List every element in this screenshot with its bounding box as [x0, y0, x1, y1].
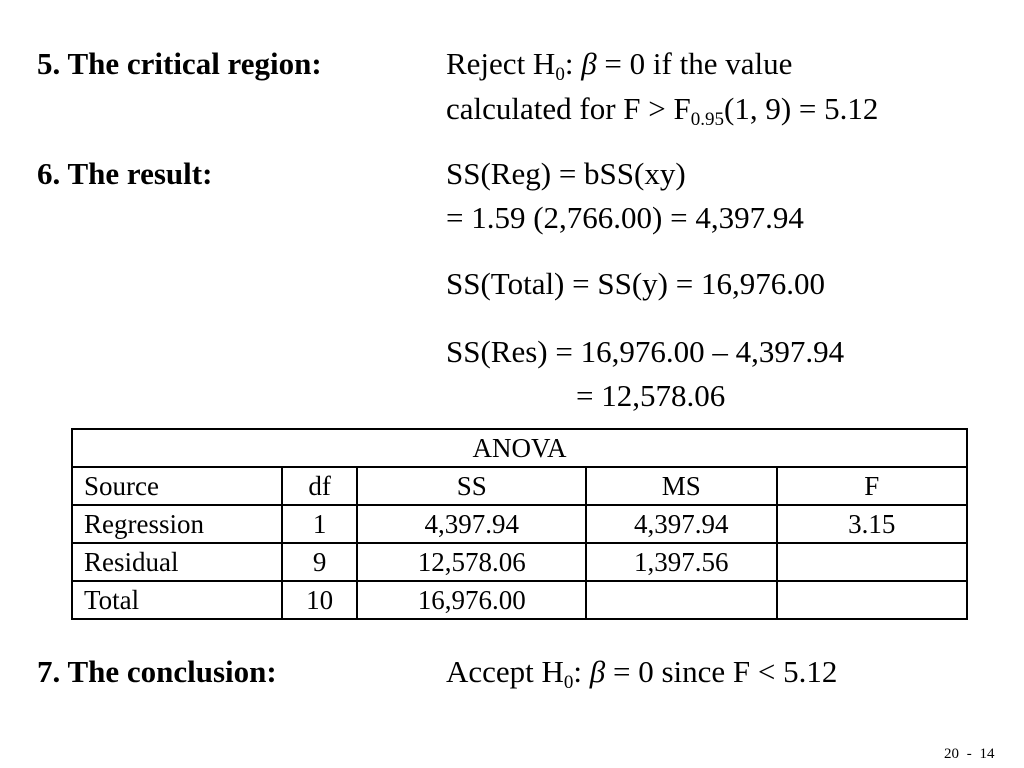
- critical-rest: (1, 9) = 5.12: [724, 91, 879, 126]
- row-df: 9: [282, 543, 358, 581]
- ss-reg-formula: SS(Reg) = bSS(xy): [446, 156, 686, 191]
- header-f: F: [777, 467, 967, 505]
- step5-critical-value: [446, 91, 879, 130]
- step7-label: 7. The conclusion:: [37, 654, 277, 689]
- row-f: [777, 581, 967, 619]
- header-ss: SS: [357, 467, 586, 505]
- ss-total: SS(Total) = SS(y) = 16,976.00: [446, 266, 825, 301]
- table-header-row: [72, 467, 967, 505]
- row-source: Total: [72, 581, 282, 619]
- table-row: [72, 505, 967, 543]
- row-f: [777, 543, 967, 581]
- anova-title-row: [72, 429, 967, 467]
- ss-res-formula: SS(Res) = 16,976.00 – 4,397.94: [446, 334, 845, 369]
- row-ms: [586, 581, 777, 619]
- colon: :: [573, 654, 590, 689]
- accept-prefix: Accept H: [446, 654, 564, 689]
- f-subscript: 0.95: [690, 109, 724, 130]
- accept-rest: = 0 since F < 5.12: [605, 654, 838, 689]
- step5-label: 5. The critical region:: [37, 46, 322, 81]
- step7-conclusion: [446, 654, 838, 693]
- ss-reg-value: = 1.59 (2,766.00) = 4,397.94: [446, 200, 804, 235]
- row-ss: 16,976.00: [357, 581, 586, 619]
- h-subscript: 0: [555, 64, 565, 85]
- row-source: Residual: [72, 543, 282, 581]
- row-f: 3.15: [777, 505, 967, 543]
- row-ms: 1,397.56: [586, 543, 777, 581]
- row-ss: 12,578.06: [357, 543, 586, 581]
- anova-title: ANOVA: [72, 429, 967, 467]
- header-ms: MS: [586, 467, 777, 505]
- table-row: [72, 581, 967, 619]
- anova-table: [71, 428, 968, 620]
- colon: :: [564, 46, 582, 81]
- header-df: df: [282, 467, 358, 505]
- row-source: Regression: [72, 505, 282, 543]
- row-df: 10: [282, 581, 358, 619]
- beta-symbol: β: [581, 46, 597, 81]
- step5-hypothesis: [446, 46, 793, 85]
- ss-res-value: = 12,578.06: [576, 378, 726, 413]
- step6-label: 6. The result:: [37, 156, 213, 191]
- row-ms: 4,397.94: [586, 505, 777, 543]
- h-subscript: 0: [563, 672, 574, 693]
- critical-prefix: calculated for F > F: [446, 91, 691, 126]
- reject-prefix: Reject H: [446, 46, 556, 81]
- table-row: [72, 543, 967, 581]
- row-df: 1: [282, 505, 358, 543]
- reject-rest: = 0 if the value: [596, 46, 793, 81]
- header-source: Source: [72, 467, 282, 505]
- beta-symbol: β: [589, 654, 606, 689]
- slide-number: 20 - 14: [944, 746, 995, 762]
- row-ss: 4,397.94: [357, 505, 586, 543]
